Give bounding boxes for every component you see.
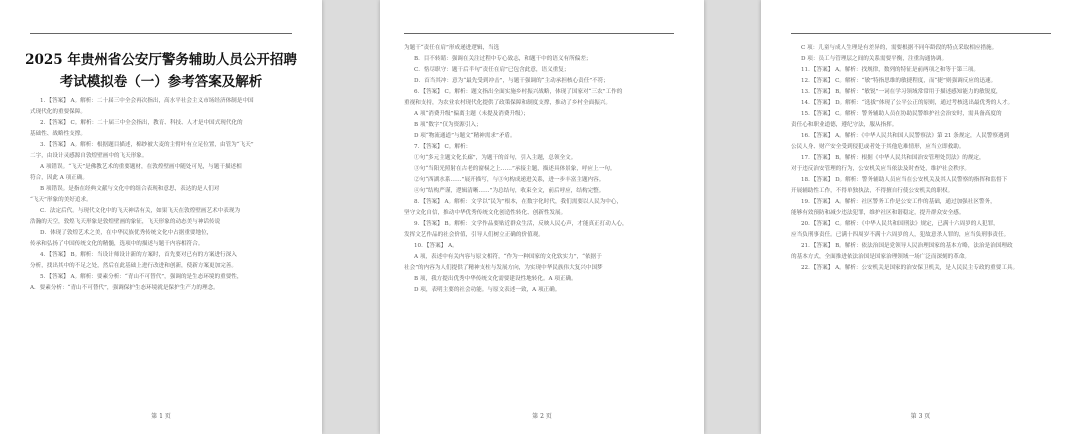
document-page-2 [380, 0, 704, 434]
text-line: B 项，我方提出优秀中华传统文化需要建设性地转化。A 项正确。 [414, 276, 577, 282]
document-title-line2: 考试模拟卷（一）参考答案及解析 [59, 74, 263, 90]
text-line: 5．【答案】 A。解析：要素分析：“青山不可替代”，强调的是生态环境的重要性， [40, 274, 243, 280]
text-line: C．法定后代。与现代文化中的飞天神话有关，如果飞天在敦煌壁画艺术中表现为 [40, 208, 241, 214]
header-rule [30, 33, 292, 34]
text-line: 19．【答案】 A。解析：社区警务工作是公安工作的基础，通过加强社区警务， [801, 199, 996, 205]
text-line: D 项：员工与管理层之间的关系需要平衡，注重沟通协调。 [801, 56, 948, 62]
text-line: 开展辅助性工作，不得单独执法，不得擅自行使公安机关的职权。 [791, 188, 954, 194]
text-line: ④句“结构严谨，逻辑清晰……”为总结句，收束全文，前后呼应，结构完整。 [414, 188, 605, 194]
text-line: ②句“西湖水系……”展开描写，与③句构成递进关系，进一步丰富主题内容。 [414, 177, 605, 183]
text-line: A．要素分析：“青山不可替代”，强调保护生态环境就是保护生产力的理念。 [30, 285, 219, 291]
text-line: A 项，表述中有关内容与原文相符，“作为一种国家的文化软实力”，“依据于 [414, 254, 602, 260]
document-title-line1: 2025 年贵州省公安厅警务辅助人员公开招聘 [25, 52, 297, 68]
header-rule [404, 33, 674, 34]
text-line: 1．【答案】 A。解析：二十届三中全会再次指出，高水平社会主义市场经济体制是中国 [40, 98, 254, 104]
text-line: 21．【答案】 B。解析：依法治国是党领导人民治理国家的基本方略，法治是治国理政 [801, 243, 1013, 249]
text-line: 6．【答案】 C。解析：题文指出全面实施乡村振兴战略，体现了国家对“三农”工作的 [414, 89, 623, 95]
text-line: 应当负刑事责任。已满十四周岁不满十六周岁的人，犯故意杀人罪的，应当负刑事责任。 [791, 232, 1010, 238]
text-line: 20．【答案】 C。解析：《中华人民共和国刑法》规定，已满十六周岁的人犯罪， [801, 221, 999, 227]
text-line: D．体现了敦煌艺术之美，在中华民族优秀传统文化中占据重要地位， [40, 230, 213, 236]
text-line: 坚守文化自信，推动中华优秀传统文化创造性转化、创新性发展。 [404, 210, 567, 216]
text-line: 2．【答案】 C。解析：二十届三中全会指出，教育、科技、人才是中国式现代化的 [40, 120, 243, 126]
text-line: B．目不转睛：强调在关注过程中专心致志，和题干中的语义有所偏差； [414, 56, 592, 62]
text-line: 9．【答案】 B。解析：文学作品要贴近群众生活，反映人民心声，才能真正打动人心， [414, 221, 628, 227]
text-line: 重视和支持，为农业农村现代化提供了政策保障和制度支撑，推动了乡村全面振兴。 [404, 100, 611, 106]
page-footer: 第 2 页 [532, 413, 552, 420]
text-line: 10．【答案】 A。 [414, 243, 458, 249]
text-line: A 项“消费升级”偏离主题（未提及消费升级）； [414, 111, 530, 117]
text-line: 式现代化的重要保障。 [30, 109, 86, 115]
text-line: B 项错误。是指在经典文献与文化中的组合表现和意思，表达的是人们对 [40, 186, 220, 192]
text-line: 对于违反治安管理的行为，公安机关应当依法及时查处，维护社会秩序。 [791, 166, 971, 172]
text-line: D 项，表明主要的社会功能。与原文表述一致，A 项正确。 [414, 287, 561, 293]
text-line: 社会”的内容为人们提供了精神支柱与发展方向，为实现中华民族伟大复兴中国梦 [404, 265, 603, 271]
text-line: 11．【答案】 A。解析：找规律，数列的特征是前两项之和等于第三项。 [801, 67, 979, 73]
text-line: C 项：儿童与成人生理是有差异的，需要根据不同年龄段的特点采取相应措施。 [801, 45, 998, 51]
text-line: 12．【答案】 C。解析：“敏”特指思维的敏捷程度，而“捷”则强调反应的迅速。 [801, 78, 997, 84]
page-footer: 第 1 页 [151, 413, 171, 420]
text-line: 4．【答案】 B。解析：当设计师设计新的方案时，首先要对已有的方案进行深入 [40, 252, 237, 258]
text-line: ③句“当阳光照射在古老的窗棂之上……”承接主题，描述具体景象，呼应上一句。 [414, 166, 616, 172]
text-line: 16．【答案】 A。解析：《中华人民共和国人民警察法》第 21 条规定，人民警察遇到 [801, 133, 1010, 139]
text-line: 的基本方式，全面推进依法治国是国家治理领域一场广泛而深刻的革命。 [791, 254, 971, 260]
text-line: 公民人身、财产安全受到侵犯或者处于其他危难情形，应当立即救助。 [791, 144, 965, 150]
text-line: D 项“物流通道”与题文“精神需求”矛盾。 [414, 133, 516, 139]
text-line: “飞天”形象的美好追求。 [30, 197, 92, 203]
text-line: 22．【答案】 A。解析：公安机关是国家的治安保卫机关，是人民民主专政的重要工具。 [801, 265, 1019, 271]
text-line: 7．【答案】 C。解析： [414, 144, 472, 150]
text-line: B 项“数字”仅为资源引入； [414, 122, 482, 128]
text-line: 浩瀚的天空，敦煌飞天形象是敦煌壁画的象征，飞天形象的动态美与神话传说 [30, 219, 221, 225]
text-line: 17．【答案】 B。解析：根据《中华人民共和国治安管理处罚法》的规定， [801, 155, 985, 161]
text-line: 基础性、战略性支撑。 [30, 131, 86, 137]
text-line: 二字，由设计灵感源自敦煌壁画中的飞天形象。 [30, 153, 148, 159]
text-line: C．恪尽职守：题干后半句“责任在肩”已包含此意，语义重复； [414, 67, 570, 73]
text-line: 发挥文艺作品的社会价值，引导人们树立正确的价值观。 [404, 232, 544, 238]
text-line: 8．【答案】 A。解析：文学以“民为”根本，在数字化时代，我们需要以人民为中心， [414, 199, 623, 205]
text-line: A 项错误。“飞天”是佛教艺术的重要题材，在敦煌壁画中随处可见，与题干描述相 [40, 164, 242, 170]
text-line: 责任心和职业道德，遵纪守法，服从指挥。 [791, 122, 898, 128]
page-body [404, 43, 676, 398]
text-line: 能够有效预防和减少违法犯罪，维护社区和谐稳定，提升群众安全感。 [791, 210, 965, 216]
header-rule [791, 33, 1051, 34]
document-page-1 [0, 0, 322, 434]
text-line: 13．【答案】 B。解析：“敏锐”一词在学习领域常常用于描述感知能力的敏锐度， [801, 89, 1002, 95]
text-line: 符合，因此 A 项正确。 [30, 175, 88, 181]
text-line: 15．【答案】 C。解析：警务辅助人员在协助民警维护社会治安时，需具备高度的 [801, 111, 1002, 117]
document-page-3 [761, 0, 1080, 434]
text-line: 为题干“责任在肩”形成递进逻辑，当选 [404, 45, 500, 51]
text-line: 14．【答案】 D。解析：“选拔”体现了公平公正的原则，通过考核选出最优秀的人才。 [801, 100, 1014, 106]
page-body [791, 43, 1050, 398]
text-line: 18．【答案】 D。解析：警务辅助人员应当在公安机关及其人民警察的指挥和监督下 [801, 177, 1008, 183]
page-body [30, 96, 290, 376]
page-footer: 第 3 页 [910, 413, 931, 420]
text-line: 3．【答案】 A。解析：根据题目描述，棉纱被大麦的主臂叶有立足位置，由管为“飞天” [40, 142, 254, 148]
text-line: 传承和弘扬了中国传统文化的精髓，选项中的描述与题干内容相符合。 [30, 241, 204, 247]
text-line: ①句“多元主题文化长廊”，为题干的首句，引入主题，总领全文。 [414, 155, 577, 161]
text-line: 分析，找出其中的不足之处，然后在此基础上进行改进和创新，使新方案更加完善。 [30, 263, 237, 269]
text-line: D．首当其冲：意为“最先受到冲击”，与题干强调的“主动承担核心责任”不符； [414, 78, 609, 84]
